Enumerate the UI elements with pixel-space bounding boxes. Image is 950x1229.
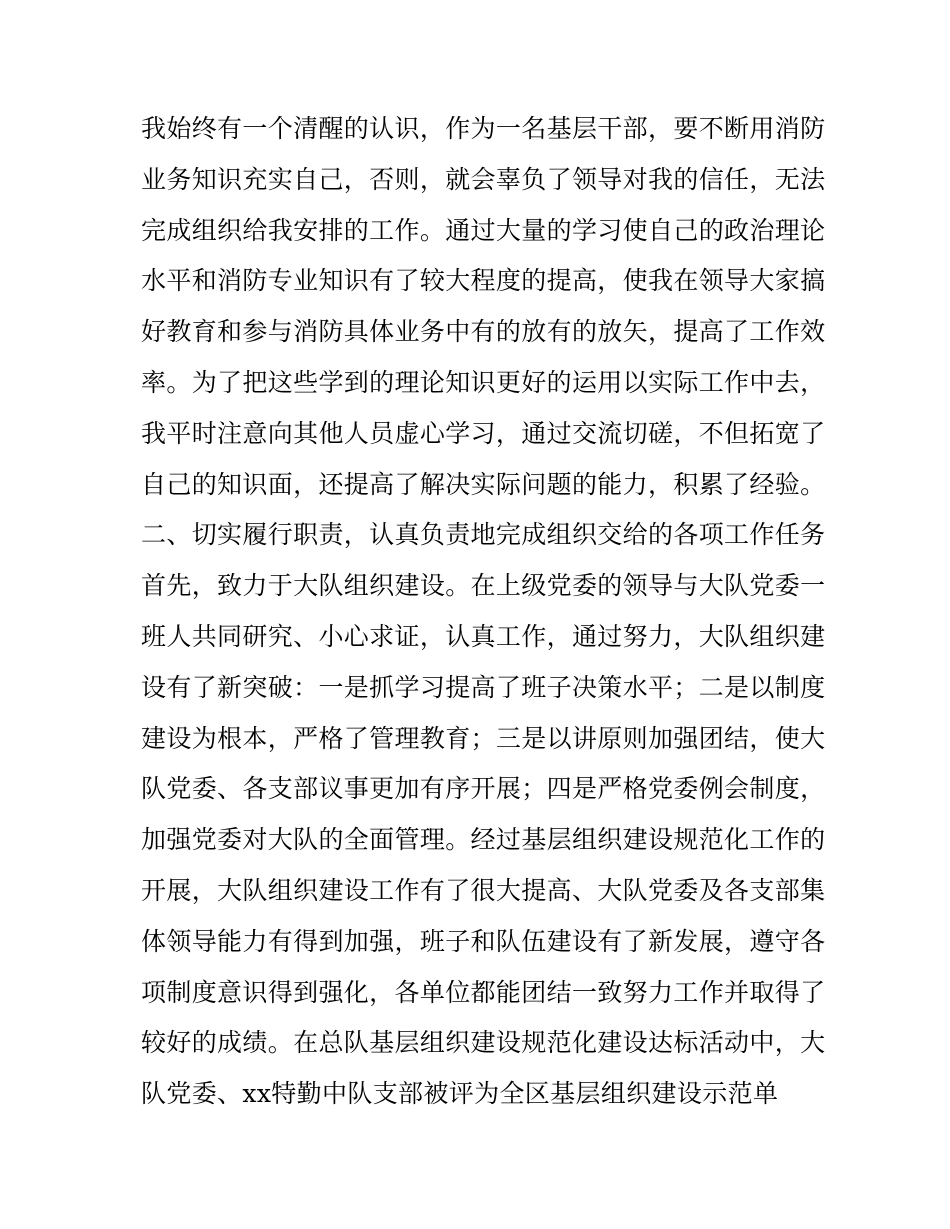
text-line: 建设为根本，严格了管理教育；三是以讲原则加强团结，使大 [141, 723, 826, 753]
text-line: 我平时注意向其他人员虚心学习，通过交流切磋，不但拓宽了 [141, 418, 826, 448]
text-line: 项制度意识得到强化，各单位都能团结一致努力工作并取得了 [141, 977, 826, 1007]
body-text [141, 104, 826, 1120]
text-line: 队党委、各支部议事更加有序开展；四是严格党委例会制度， [141, 774, 826, 804]
text-line: 完成组织给我安排的工作。通过大量的学习使自己的政治理论 [141, 215, 826, 245]
text-line: 队党委、xx特勤中队支部被评为全区基层组织建设示范单 [141, 1079, 779, 1109]
text-line: 业务知识充实自己，否则，就会辜负了领导对我的信任，无法 [141, 164, 826, 194]
text-line: 自己的知识面，还提高了解决实际问题的能力，积累了经验。 [141, 469, 826, 499]
text-line: 我始终有一个清醒的认识，作为一名基层干部，要不断用消防 [141, 114, 826, 143]
text-line: 开展，大队组织建设工作有了很大提高、大队党委及各支部集 [141, 875, 826, 905]
text-line: 水平和消防专业知识有了较大程度的提高，使我在领导大家搞 [141, 266, 826, 296]
text-line: 设有了新突破：一是抓学习提高了班子决策水平；二是以制度 [141, 672, 826, 702]
text-line: 班人共同研究、小心求证，认真工作，通过努力，大队组织建 [141, 621, 826, 651]
text-line: 体领导能力有得到加强，班子和队伍建设有了新发展，遵守各 [141, 926, 826, 956]
text-line: 好教育和参与消防具体业务中有的放有的放矢，提高了工作效 [141, 317, 826, 347]
text-line: 首先，致力于大队组织建设。在上级党委的领导与大队党委一 [141, 571, 826, 601]
text-line: 加强党委对大队的全面管理。经过基层组织建设规范化工作的 [141, 825, 826, 855]
text-line: 较好的成绩。在总队基层组织建设规范化建设达标活动中，大 [141, 1028, 826, 1058]
section-heading: 二、切实履行职责，认真负责地完成组织交给的各项工作任务 [141, 520, 826, 550]
text-line: 率。为了把这些学到的理论知识更好的运用以实际工作中去， [141, 367, 826, 397]
